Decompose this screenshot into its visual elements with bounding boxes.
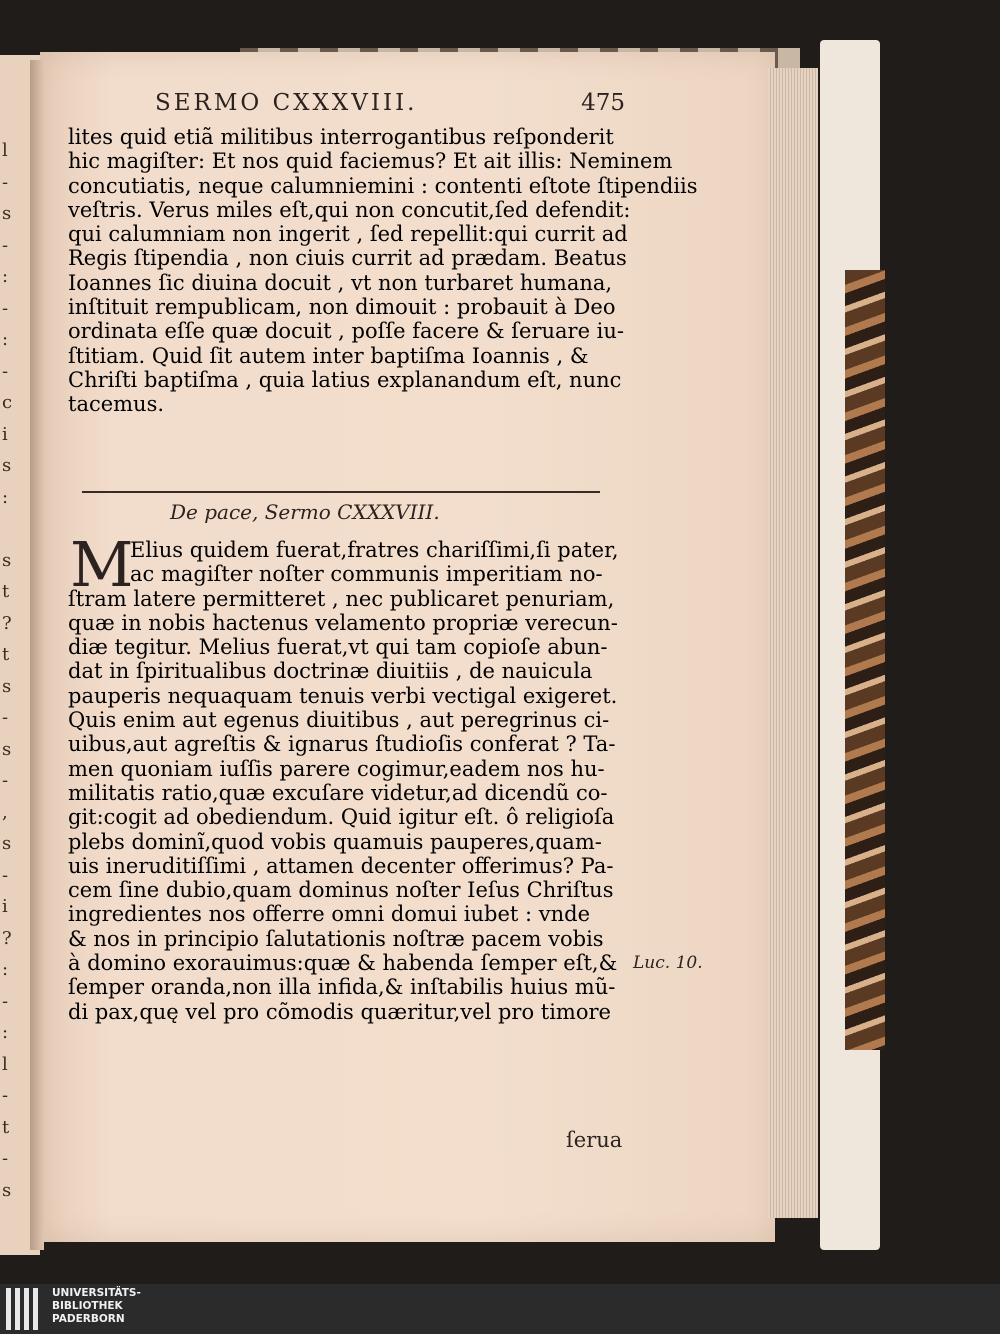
text-line: Chriſti baptiſma , quia latius explanandum eſt, nunc xyxy=(68,367,622,392)
text-line: plebs dominĩ,quod vobis quamuis pauperes,quam- xyxy=(68,829,602,854)
text-line: ſtram latere permitteret , nec publicaret penuriam, xyxy=(68,586,615,611)
text-line: militatis ratio,quæ excuſare videtur,ad dicendũ co- xyxy=(68,780,608,805)
section-title: De pace, Sermo CXXXVIII. xyxy=(170,500,440,524)
running-title: SERMO CXXXVIII. xyxy=(155,90,418,116)
marbled-endpaper xyxy=(845,270,885,1050)
text-line: concutiatis, neque calumniemini : contenti eſtote ſtipendiis xyxy=(68,173,698,198)
library-logo-icon xyxy=(4,1288,46,1330)
text-line: Elius quidem fuerat,fratres chariſſimi,ſi pater, xyxy=(130,538,619,562)
text-line: & nos in principio ſalutationis noſtræ pacem vobis xyxy=(68,926,604,951)
drop-cap: M xyxy=(70,528,134,601)
text-line: Ioannes ſic diuina docuit , vt non turbaret humana, xyxy=(68,270,613,295)
section-rule xyxy=(82,491,600,493)
catchword: ſerua xyxy=(566,1128,623,1152)
text-line: men quoniam iuſſis parere cogimur,eadem nos hu- xyxy=(68,756,605,781)
page-number: 475 xyxy=(581,90,625,116)
text-line: diæ tegitur. Melius fuerat,vt qui tam copioſe abun- xyxy=(68,635,608,660)
text-line: git:cogit ad obediendum. Quid igitur eſt. ô religioſa xyxy=(68,805,615,830)
text-line: uis ineruditiſſimi , attamen decenter offerimus? Pa- xyxy=(68,853,614,878)
text-line: ingredientes nos offerre omni domui iubet : vnde xyxy=(68,902,590,927)
text-line: tacemus. xyxy=(68,392,165,417)
text-line: Regis ſtipendia , non ciuis currit ad prædam. Beatus xyxy=(68,246,627,271)
text-line: à domino exorauimus:quæ & habenda ſemper eſt,& xyxy=(68,951,618,976)
text-line: dat in ſpiritualibus doctrinæ diuitiis , de nauicula xyxy=(68,659,593,684)
text-line: ordinata eſſe quæ docuit , poſſe facere & ſeruare iu- xyxy=(68,319,625,344)
margin-note: Luc. 10. xyxy=(633,953,703,973)
library-name: UNIVERSITÄTS- BIBLIOTHEK PADERBORN xyxy=(52,1287,141,1325)
text-line: lites quid etiã militibus interrogantibus reſponderit xyxy=(68,125,614,149)
body-text-top xyxy=(68,125,698,417)
text-line: quæ in nobis hactenus velamento propriæ verecun- xyxy=(68,610,618,635)
library-footer xyxy=(0,1284,1000,1334)
page-edges xyxy=(768,68,818,1218)
text-line: ſtitiam. Quid ſit autem inter baptiſma Ioannis , & xyxy=(68,343,589,368)
text-line: pauperis nequaquam tenuis verbi vectigal exigeret. xyxy=(68,683,618,708)
text-line: qui calumniam non ingerit , ſed repellit:qui currit ad xyxy=(68,222,628,247)
gutter-shadow xyxy=(30,60,44,1250)
text-line: ſemper oranda,non illa infida,& inſtabilis huius mũ- xyxy=(68,975,616,1000)
left-page-edge: l - s - : - : - c i s : s t ? t s - s - , s - i ? : - : l - t - s xyxy=(0,55,40,1255)
body-text-main xyxy=(68,538,628,1024)
text-line: Quis enim aut egenus diuitibus , aut peregrinus ci- xyxy=(68,708,610,733)
text-line: ac magiſter noſter communis imperitiam no- xyxy=(130,562,603,587)
text-line: hic magiſter: Et nos quid faciemus? Et ait illis: Neminem xyxy=(68,149,673,174)
text-line: inſtituit rempublicam, non dimouit : probauit à Deo xyxy=(68,295,616,320)
text-line: uibus,aut agreſtis & ignarus ſtudioſis conferat ? Ta- xyxy=(68,732,616,757)
text-line: cem ſine dubio,quam dominus noſter Ieſus Chriſtus xyxy=(68,878,614,903)
text-line: di pax,quę vel pro cõmodis quæritur,vel pro timore xyxy=(68,999,611,1024)
text-line: veſtris. Verus miles eſt,qui non concutit,ſed defendit: xyxy=(68,197,631,222)
running-header xyxy=(155,90,625,116)
